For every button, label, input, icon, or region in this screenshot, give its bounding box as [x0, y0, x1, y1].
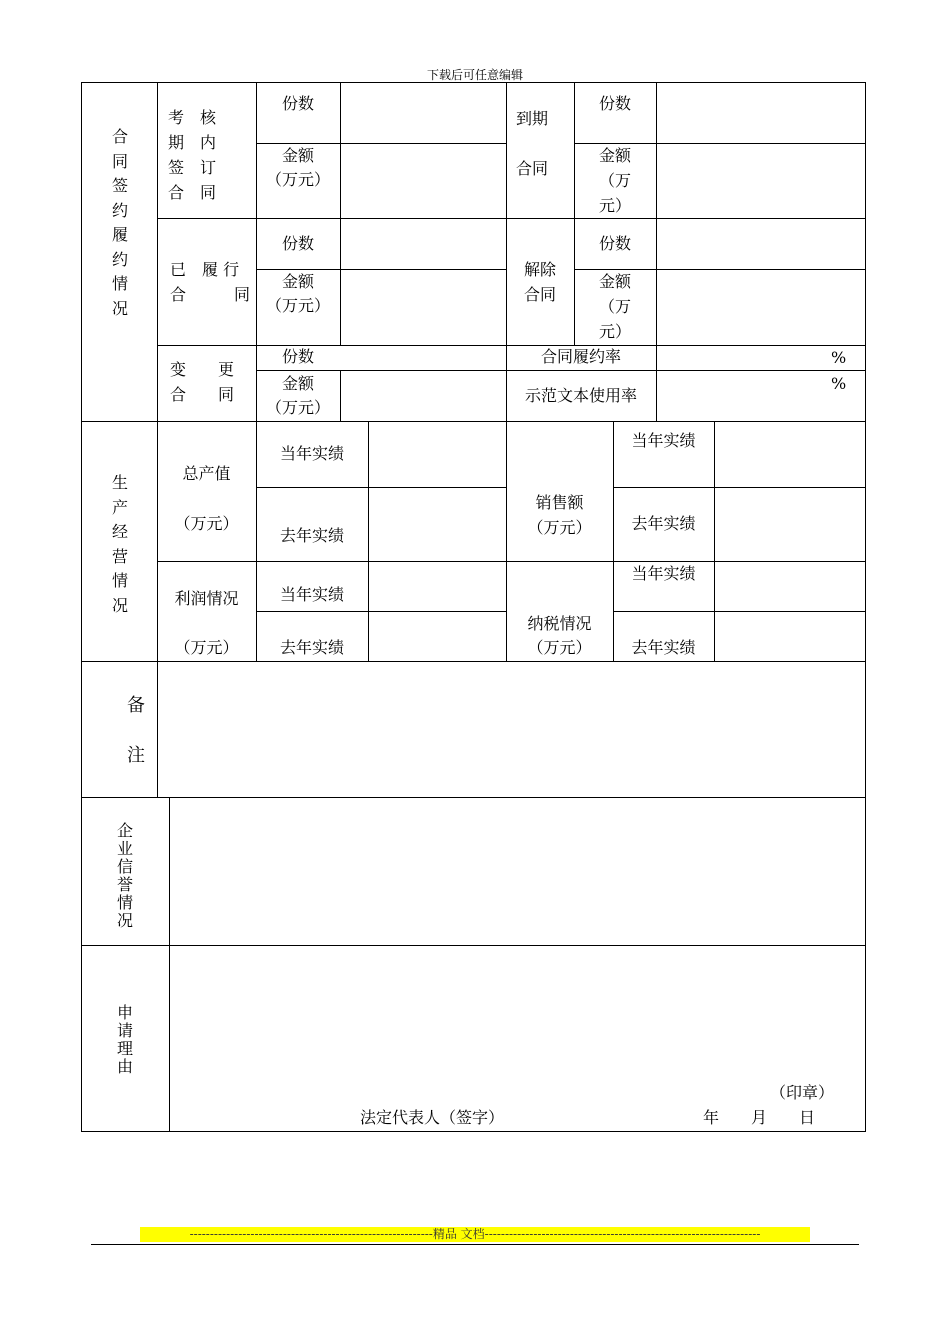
changed-amount-label: 金额 — [281, 374, 314, 393]
changed-copies-label: 份数 — [281, 347, 314, 366]
remarks-field[interactable] — [158, 662, 865, 797]
terminated-label-2: 合同 — [524, 285, 557, 304]
sales-current-year-label: 当年实绩 — [631, 431, 696, 450]
template-rate-percent: % — [831, 374, 847, 393]
remarks-label-1: 备 — [127, 695, 145, 716]
terminated-label-1: 解除 — [524, 260, 557, 279]
profit-last-year-label: 去年实绩 — [279, 638, 344, 657]
sales-unit: （万元） — [527, 518, 592, 537]
template-rate-label: 示范文本使用率 — [524, 386, 637, 405]
expired-label-2: 合同 — [516, 159, 549, 178]
tax-unit: （万元） — [527, 638, 592, 657]
remarks-label-2: 注 — [127, 745, 145, 766]
changed-label-1: 变 更 — [170, 360, 235, 379]
output-last-year-label: 去年实绩 — [279, 526, 344, 545]
sales-last-year-label: 去年实绩 — [631, 514, 696, 533]
tax-last-year-label: 去年实绩 — [631, 638, 696, 657]
output-current-year-label: 当年实绩 — [279, 444, 344, 463]
terminated-amount-unit-1: （万 — [598, 297, 631, 316]
expired-amount-label: 金额 — [598, 146, 631, 165]
signed-amount-unit: （万元） — [265, 170, 330, 189]
period-signed-line-1: 考 核 — [168, 108, 217, 127]
expired-amount-unit-1: （万 — [598, 171, 631, 190]
page-header: 下载后可任意编辑 — [426, 68, 523, 82]
footer-rule — [91, 1244, 859, 1245]
expired-copies-label: 份数 — [598, 94, 631, 113]
output-value-unit: （万元） — [174, 514, 239, 533]
terminated-copies-label: 份数 — [598, 234, 631, 253]
date-label: 年 月 日 — [703, 1108, 816, 1127]
expired-label-1: 到期 — [516, 109, 549, 128]
changed-amount-unit: （万元） — [265, 398, 330, 417]
terminated-amount-label: 金额 — [598, 272, 631, 291]
fulfilled-label-1: 已 履 行 — [170, 260, 240, 279]
profit-unit: （万元） — [174, 638, 239, 657]
fulfilled-amount-unit: （万元） — [265, 296, 330, 315]
production-section-label: 生产经营情况 — [111, 473, 128, 615]
expired-amount-unit-2: 元） — [598, 196, 631, 215]
signed-amount-label: 金额 — [281, 146, 314, 165]
fulfilled-label-2: 合 同 — [170, 285, 251, 304]
tax-current-year-label: 当年实绩 — [631, 564, 696, 583]
signed-copies-label: 份数 — [281, 94, 314, 113]
output-value-label: 总产值 — [182, 464, 231, 483]
reason-label: 申请理由 — [116, 1003, 133, 1076]
period-signed-line-2: 期 内 — [168, 133, 217, 152]
seal-label: （印章） — [770, 1083, 835, 1102]
credit-field[interactable] — [170, 798, 865, 945]
footer-banner: ------------------------------------------------------------精品 文档-------------------------------------------------------------------- — [140, 1227, 810, 1242]
profit-label: 利润情况 — [174, 589, 239, 608]
sales-label: 销售额 — [535, 493, 584, 512]
reason-field[interactable] — [170, 946, 865, 1076]
credit-label: 企业信誉情况 — [116, 821, 133, 930]
period-signed-line-3: 签 订 — [168, 158, 217, 177]
fulfillment-rate-percent: % — [831, 348, 847, 367]
fulfilled-amount-label: 金额 — [281, 272, 314, 291]
profit-current-year-label: 当年实绩 — [279, 585, 344, 604]
fulfillment-rate-label: 合同履约率 — [540, 347, 621, 366]
contract-section-label: 合同签约履约情况 — [111, 127, 128, 318]
tax-label: 纳税情况 — [527, 614, 592, 633]
fulfilled-copies-label: 份数 — [281, 234, 314, 253]
terminated-amount-unit-2: 元） — [598, 322, 631, 341]
legal-representative-label: 法定代表人（签字） — [360, 1108, 505, 1127]
changed-label-2: 合 同 — [170, 385, 235, 404]
period-signed-line-4: 合 同 — [168, 183, 217, 202]
